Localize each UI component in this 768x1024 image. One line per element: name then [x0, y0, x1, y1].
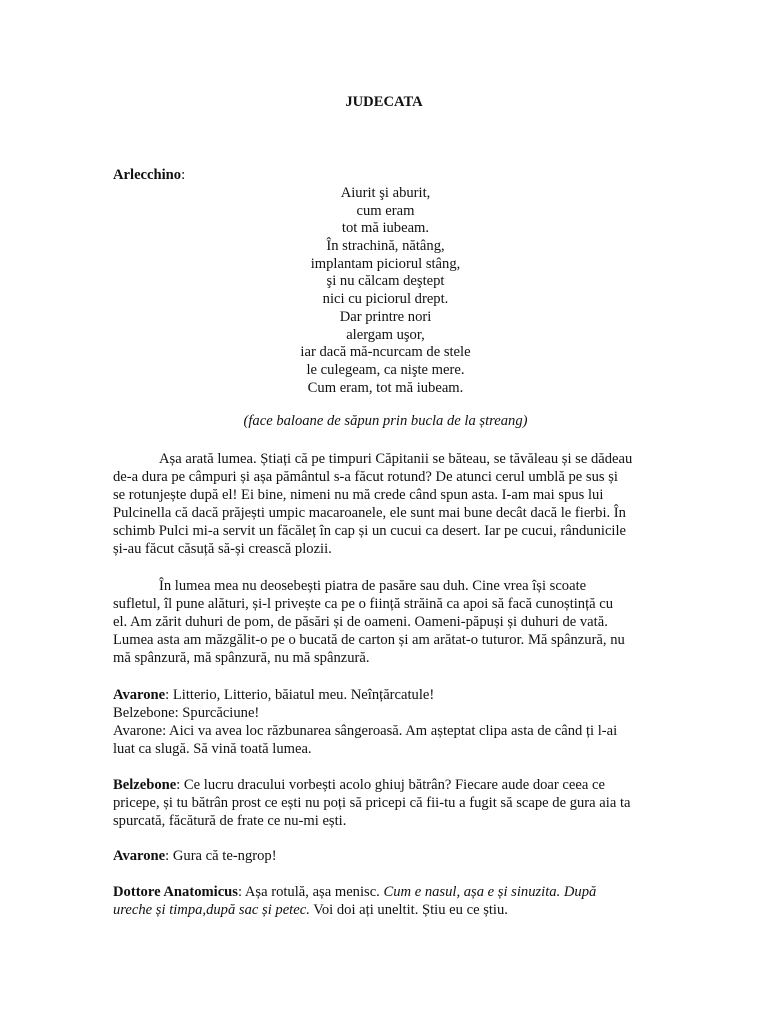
- poem-line: le culegeam, ca nişte mere.: [306, 361, 465, 378]
- dialogue-text: Voi doi ați uneltit. Știu eu ce știu.: [309, 902, 508, 918]
- speaker-name: Belzebone: [113, 777, 177, 793]
- dialogue-line: spurcată, făcătură de frate ce nu-mi ești.: [113, 813, 347, 829]
- dialogue-line: luat ca slugă. Să vină toată lumea.: [113, 741, 312, 757]
- poem: [113, 184, 658, 396]
- stage-direction: (face baloane de săpun prin bucla de la ștreang): [243, 413, 528, 429]
- paragraph-line: Pulcinella că dacă prăjești umpic macaroanele, ele sunt mai bune decât dacă le fierbi. În: [113, 505, 626, 521]
- dialogue-avarone-1: [113, 686, 658, 758]
- poem-line: implantam piciorul stâng,: [310, 255, 461, 272]
- paragraph-line: mă spânzură, mă spânzură, nu mă spânzură.: [113, 650, 370, 666]
- paragraph-line: Așa arată lumea. Știați că pe timpuri Căpitanii se băteau, se tăvăleau și se dădeau: [159, 451, 633, 467]
- poem-line: tot mă iubeam.: [341, 220, 430, 237]
- dialogue-avarone-2: [113, 847, 658, 865]
- dialogue-text: : Gura că te-ngrop!: [165, 848, 277, 864]
- dialogue-italic: ureche și timpa,după sac și petec.: [113, 902, 310, 918]
- paragraph-line: În lumea mea nu deosebești piatra de pasăre sau duh. Cine vrea își scoate: [159, 578, 587, 594]
- poem-line: În strachină, nătâng,: [326, 238, 445, 255]
- dialogue-italic: Cum e nasul, așa e și sinuzita. După: [383, 884, 597, 900]
- dialogue-dottore: [113, 883, 658, 919]
- speaker-arlecchino: [113, 166, 658, 184]
- paragraph-line: el. Am zărit duhuri de pom, de păsări și de oameni. Oameni-păpuși și duhuri de vată.: [113, 614, 608, 630]
- dialogue-text: : Ce lucru dracului vorbești acolo ghiuj bătrân? Fiecare aude doar ceea ce: [176, 777, 605, 793]
- dialogue-belzebone-1: Belzebone: Spurcăciune!: [113, 705, 260, 721]
- poem-line: Aiurit şi aburit,: [340, 185, 431, 201]
- dialogue-text: : Așa rotulă, așa menisc.: [237, 884, 384, 900]
- speaker-name: Dottore Anatomicus: [113, 884, 238, 900]
- speaker-name: Avarone: [113, 848, 166, 864]
- dialogue-line: pricepe, și tu bătrân prost ce ești nu poți să pricepi că fii-tu a fugit să scape de gura aia ta: [113, 795, 631, 811]
- speaker-name: Arlecchino: [113, 167, 182, 183]
- speaker-name: Avarone: [113, 687, 166, 703]
- poem-line: Cum eram, tot mă iubeam.: [307, 379, 464, 396]
- poem-line: şi nu călcam deştept: [326, 273, 445, 290]
- dialogue-text: : Litterio, Litterio, băiatul meu. Neînțărcatule!: [165, 687, 435, 703]
- paragraph-line: sufletul, îl pune alături, și-l privește ca pe o ființă străină ca apoi să facă cunoștință cu: [113, 596, 614, 612]
- paragraph-line: de-a dura pe câmpuri și așa pământul s-a făcut rotund? De atunci cerul umblă pe sus și: [113, 469, 618, 485]
- paragraph-line: Lumea asta am măzgălit-o pe o bucată de carton și am arătat-o tuturor. Mă spânzură, nu: [113, 632, 625, 648]
- paragraph-1: [113, 450, 658, 558]
- speaker-colon: :: [181, 167, 186, 183]
- paragraph-line: schimb Pulci mi-a servit un făcăleț în cap și un cucui ca desert. Iar pe cucui, rândunicile: [113, 523, 627, 539]
- dialogue-belzebone-2: [113, 776, 658, 830]
- poem-line: alergam uşor,: [346, 326, 425, 343]
- paragraph-line: se rotunjește după el! Ei bine, nimeni nu mă crede când spun asta. I-am mai spus lui: [113, 487, 604, 503]
- poem-line: iar dacă mă-ncurcam de stele: [300, 344, 471, 361]
- poem-line: cum eram: [356, 202, 415, 219]
- paragraph-2: [113, 577, 658, 667]
- dialogue-line: Avarone: Aici va avea loc răzbunarea sângeroasă. Am așteptat clipa asta de când ți l-ai: [113, 723, 618, 739]
- document-title: JUDECATA: [345, 94, 423, 110]
- paragraph-line: și-au făcut căsuță să-și crească plozii.: [113, 541, 332, 557]
- poem-line: nici cu piciorul drept.: [322, 291, 449, 308]
- poem-line: Dar printre nori: [339, 308, 432, 325]
